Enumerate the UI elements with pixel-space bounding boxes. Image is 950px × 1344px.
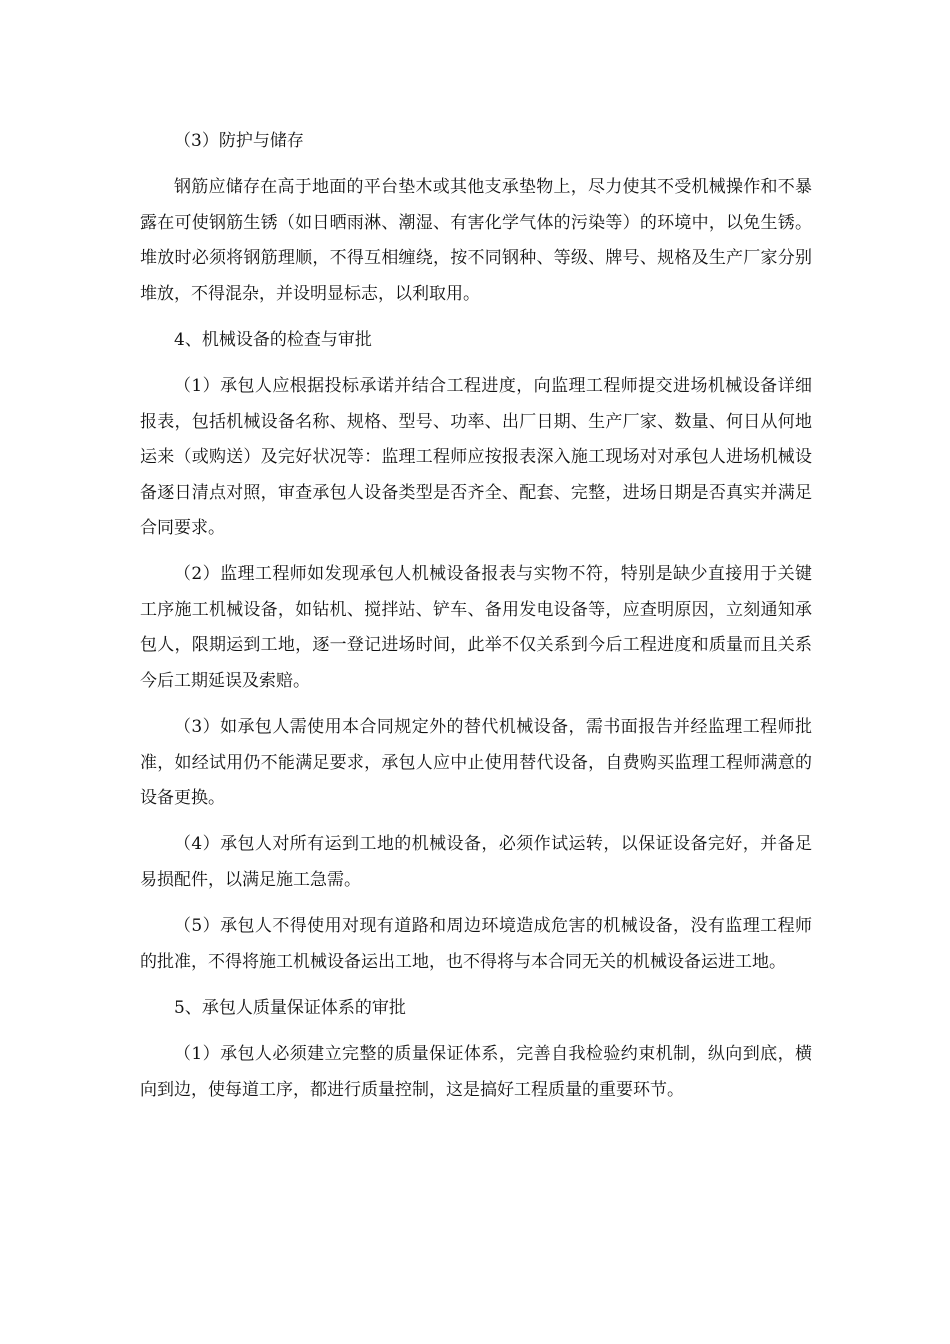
spacer (140, 159, 812, 170)
spacer (140, 1026, 812, 1037)
spacer (140, 699, 812, 710)
paragraph-equipment-item-2: （2）监理工程师如发现承包人机械设备报表与实物不符，特别是缺少直接用于关键工序施工机械设备，如钻机、搅拌站、铲车、备用发电设备等，应查明原因，立刻通知承包人，限期运到工地，逐一登记进场时间，此举不仅关系到今后工程进度和质量而且关系今后工期延误及索赔。 (140, 564, 812, 691)
spacer (140, 312, 812, 323)
section-heading-equipment-inspection: 4、机械设备的检查与审批 (174, 330, 372, 351)
section-heading-quality-assurance: 5、承包人质量保证体系的审批 (174, 997, 406, 1018)
spacer (140, 358, 812, 369)
paragraph-equipment-item-5: （5）承包人不得使用对现有道路和周边环境造成危害的机械设备，没有监理工程师的批准，不得将施工机械设备运出工地，也不得将与本合同无关的机械设备运进工地。 (140, 916, 812, 972)
paragraph-quality-item-1: （1）承包人必须建立完整的质量保证体系，完善自我检验约束机制，纵向到底，横向到边，使每道工序，都进行质量控制，这是搞好工程质量的重要环节。 (140, 1044, 812, 1100)
paragraph-equipment-item-3: （3）如承包人需使用本合同规定外的替代机械设备，需书面报告并经监理工程师批准，如经试用仍不能满足要求，承包人应中止使用替代设备，自费购买监理工程师满意的设备更换。 (140, 717, 812, 808)
paragraph-equipment-item-1: （1）承包人应根据投标承诺并结合工程进度，向监理工程师提交进场机械设备详细报表，包括机械设备名称、规格、型号、功率、出厂日期、生产厂家、数量、何日从何地运来（或购送）及完好状况等：监理工程师应按报表深入施工现场对对承包人进场机械设备逐日清点对照，审查承包人设备类型是否齐全、配套、完整，进场日期是否真实并满足合同要求。 (140, 376, 812, 539)
paragraph-rebar-storage: 钢筋应储存在高于地面的平台垫木或其他支承垫物上，尽力使其不受机械操作和不暴露在可使钢筋生锈（如日晒雨淋、潮湿、有害化学气体的污染等）的环境中，以免生锈。堆放时必须将钢筋理顺，不得互相缠绕，按不同钢种、等级、牌号、规格及生产厂家分别堆放，不得混杂，并设明显标志，以利取用。 (140, 177, 812, 304)
spacer (140, 816, 812, 827)
spacer (140, 898, 812, 909)
subsection-heading-protection-storage: （3）防护与储存 (174, 131, 304, 151)
spacer (140, 546, 812, 557)
document-body (140, 124, 812, 1108)
spacer (140, 980, 812, 991)
paragraph-equipment-item-4: （4）承包人对所有运到工地的机械设备，必须作试运转，以保证设备完好，并备足易损配件，以满足施工急需。 (140, 834, 812, 890)
